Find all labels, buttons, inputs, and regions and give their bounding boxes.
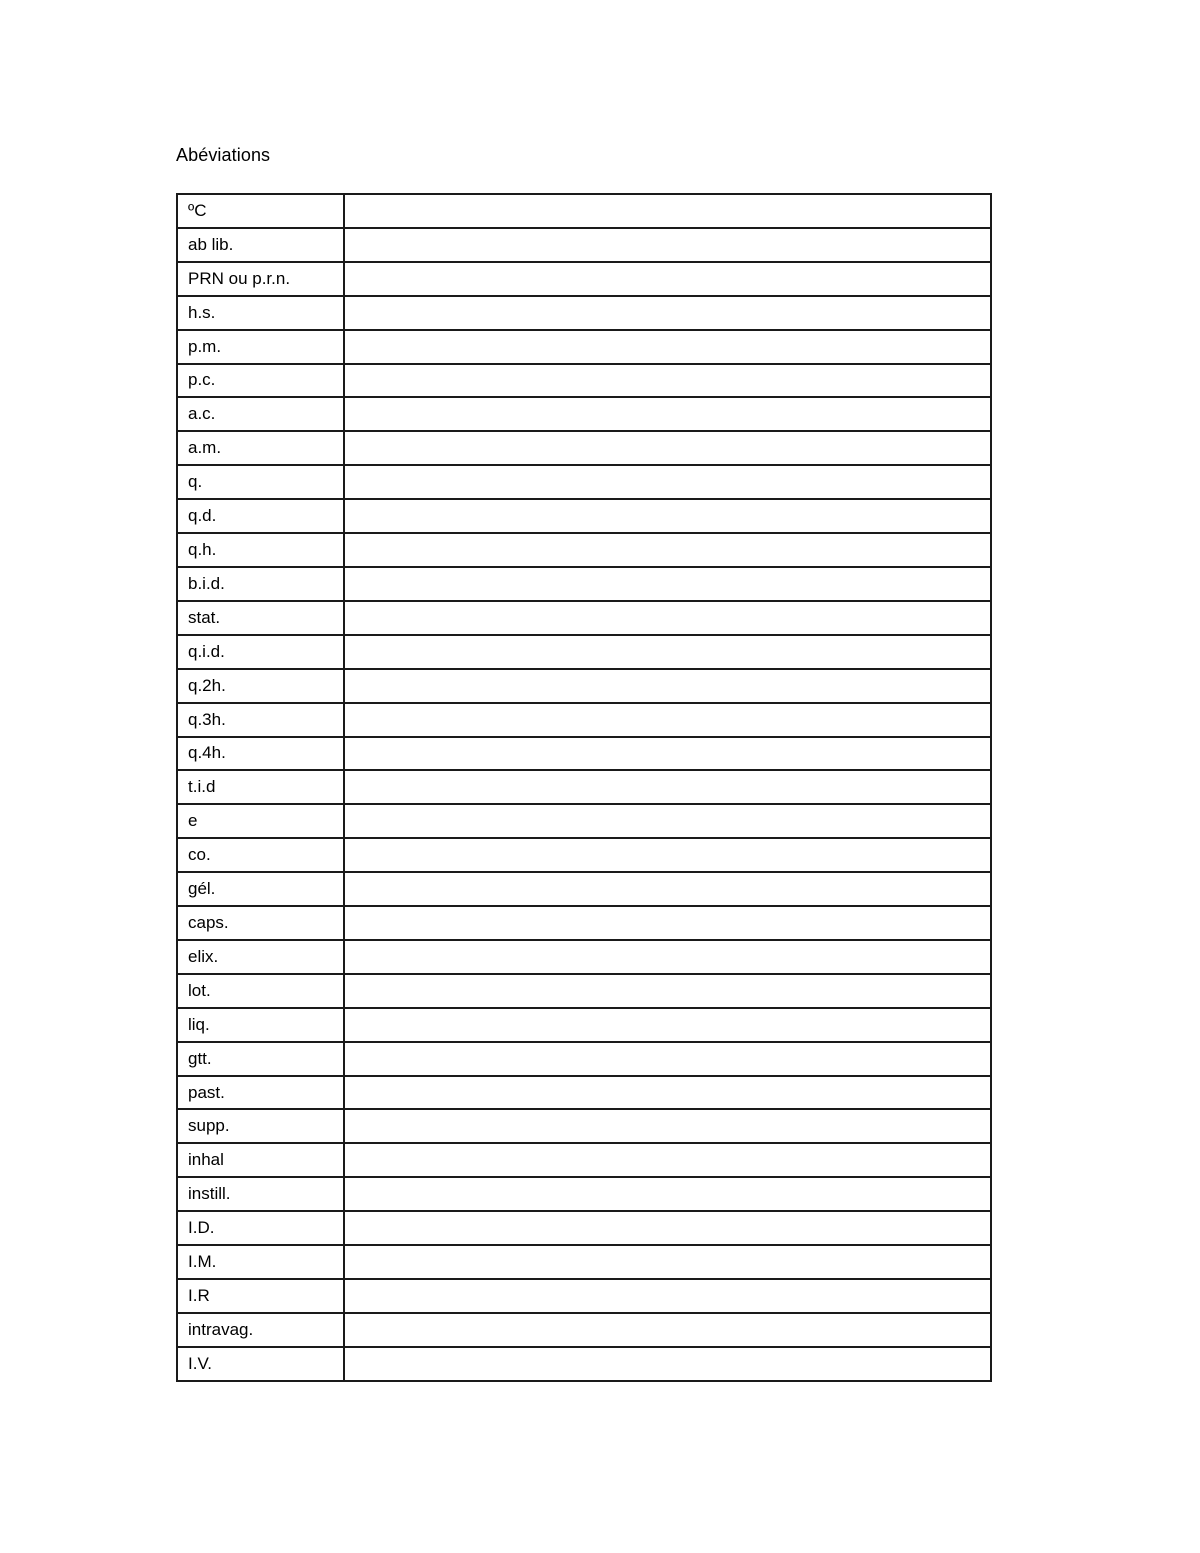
meaning-cell[interactable] bbox=[344, 1042, 991, 1076]
abbreviation-cell: b.i.d. bbox=[177, 567, 344, 601]
table-row bbox=[177, 465, 991, 499]
table-row bbox=[177, 669, 991, 703]
meaning-cell[interactable] bbox=[344, 465, 991, 499]
meaning-cell[interactable] bbox=[344, 940, 991, 974]
table-row bbox=[177, 1313, 991, 1347]
meaning-cell[interactable] bbox=[344, 804, 991, 838]
table-row bbox=[177, 703, 991, 737]
meaning-cell[interactable] bbox=[344, 1109, 991, 1143]
table-row bbox=[177, 1279, 991, 1313]
meaning-cell[interactable] bbox=[344, 635, 991, 669]
table-row bbox=[177, 906, 991, 940]
table-row bbox=[177, 330, 991, 364]
table-row bbox=[177, 397, 991, 431]
meaning-cell[interactable] bbox=[344, 567, 991, 601]
meaning-cell[interactable] bbox=[344, 974, 991, 1008]
table-row bbox=[177, 770, 991, 804]
table-row bbox=[177, 872, 991, 906]
table-row bbox=[177, 1008, 991, 1042]
abbreviation-cell: lot. bbox=[177, 974, 344, 1008]
table-row bbox=[177, 1245, 991, 1279]
table-row bbox=[177, 194, 991, 228]
abbreviation-cell: I.R bbox=[177, 1279, 344, 1313]
meaning-cell[interactable] bbox=[344, 431, 991, 465]
meaning-cell[interactable] bbox=[344, 1279, 991, 1313]
meaning-cell[interactable] bbox=[344, 906, 991, 940]
abbreviation-cell: stat. bbox=[177, 601, 344, 635]
abbreviation-cell: q.2h. bbox=[177, 669, 344, 703]
meaning-cell[interactable] bbox=[344, 1008, 991, 1042]
abbreviation-cell: h.s. bbox=[177, 296, 344, 330]
abbreviation-cell: t.i.d bbox=[177, 770, 344, 804]
abbreviation-cell: caps. bbox=[177, 906, 344, 940]
abbreviation-cell: supp. bbox=[177, 1109, 344, 1143]
table-row bbox=[177, 1076, 991, 1110]
meaning-cell[interactable] bbox=[344, 872, 991, 906]
meaning-cell[interactable] bbox=[344, 1211, 991, 1245]
abbreviation-cell: past. bbox=[177, 1076, 344, 1110]
meaning-cell[interactable] bbox=[344, 770, 991, 804]
table-row bbox=[177, 1177, 991, 1211]
abbreviation-cell: co. bbox=[177, 838, 344, 872]
table-row bbox=[177, 431, 991, 465]
table-row bbox=[177, 601, 991, 635]
meaning-cell[interactable] bbox=[344, 1347, 991, 1381]
abbreviation-cell: a.c. bbox=[177, 397, 344, 431]
table-row bbox=[177, 804, 991, 838]
abbreviation-cell: inhal bbox=[177, 1143, 344, 1177]
table-row bbox=[177, 1109, 991, 1143]
abbreviation-cell: intravag. bbox=[177, 1313, 344, 1347]
meaning-cell[interactable] bbox=[344, 1143, 991, 1177]
abbreviation-cell: q.4h. bbox=[177, 737, 344, 771]
abbreviation-cell: PRN ou p.r.n. bbox=[177, 262, 344, 296]
meaning-cell[interactable] bbox=[344, 499, 991, 533]
abbreviation-cell: gél. bbox=[177, 872, 344, 906]
meaning-cell[interactable] bbox=[344, 296, 991, 330]
abbreviation-cell: a.m. bbox=[177, 431, 344, 465]
abbreviation-cell: I.D. bbox=[177, 1211, 344, 1245]
meaning-cell[interactable] bbox=[344, 330, 991, 364]
meaning-cell[interactable] bbox=[344, 1076, 991, 1110]
abbreviation-cell: q.d. bbox=[177, 499, 344, 533]
table-row bbox=[177, 533, 991, 567]
meaning-cell[interactable] bbox=[344, 737, 991, 771]
abbreviation-cell: instill. bbox=[177, 1177, 344, 1211]
abbreviation-cell: q.i.d. bbox=[177, 635, 344, 669]
table-row bbox=[177, 974, 991, 1008]
meaning-cell[interactable] bbox=[344, 1177, 991, 1211]
abbreviation-cell: p.c. bbox=[177, 364, 344, 398]
table-row bbox=[177, 838, 991, 872]
abbreviation-cell: gtt. bbox=[177, 1042, 344, 1076]
table-row bbox=[177, 499, 991, 533]
abbreviation-cell: q.3h. bbox=[177, 703, 344, 737]
abbreviation-cell: e bbox=[177, 804, 344, 838]
table-row bbox=[177, 364, 991, 398]
table-row bbox=[177, 567, 991, 601]
abbreviation-cell: elix. bbox=[177, 940, 344, 974]
abbreviations-table-body bbox=[177, 194, 991, 1381]
table-row bbox=[177, 228, 991, 262]
abbreviation-cell: I.M. bbox=[177, 1245, 344, 1279]
abbreviation-cell: I.V. bbox=[177, 1347, 344, 1381]
abbreviation-cell: ab lib. bbox=[177, 228, 344, 262]
meaning-cell[interactable] bbox=[344, 703, 991, 737]
table-row bbox=[177, 262, 991, 296]
meaning-cell[interactable] bbox=[344, 364, 991, 398]
page-title: Abéviations bbox=[176, 145, 271, 165]
table-row bbox=[177, 737, 991, 771]
meaning-cell[interactable] bbox=[344, 838, 991, 872]
meaning-cell[interactable] bbox=[344, 228, 991, 262]
table-row bbox=[177, 1211, 991, 1245]
abbreviation-cell: p.m. bbox=[177, 330, 344, 364]
meaning-cell[interactable] bbox=[344, 533, 991, 567]
abbreviation-cell: ºC bbox=[177, 194, 344, 228]
abbreviations-table bbox=[176, 193, 992, 1382]
abbreviation-cell: q.h. bbox=[177, 533, 344, 567]
table-row bbox=[177, 1347, 991, 1381]
table-row bbox=[177, 296, 991, 330]
table-row bbox=[177, 1042, 991, 1076]
meaning-cell[interactable] bbox=[344, 669, 991, 703]
meaning-cell[interactable] bbox=[344, 1245, 991, 1279]
table-row bbox=[177, 1143, 991, 1177]
meaning-cell[interactable] bbox=[344, 397, 991, 431]
meaning-cell[interactable] bbox=[344, 601, 991, 635]
meaning-cell[interactable] bbox=[344, 1313, 991, 1347]
abbreviation-cell: q. bbox=[177, 465, 344, 499]
table-row bbox=[177, 940, 991, 974]
abbreviation-cell: liq. bbox=[177, 1008, 344, 1042]
table-row bbox=[177, 635, 991, 669]
meaning-cell[interactable] bbox=[344, 262, 991, 296]
meaning-cell[interactable] bbox=[344, 194, 991, 228]
